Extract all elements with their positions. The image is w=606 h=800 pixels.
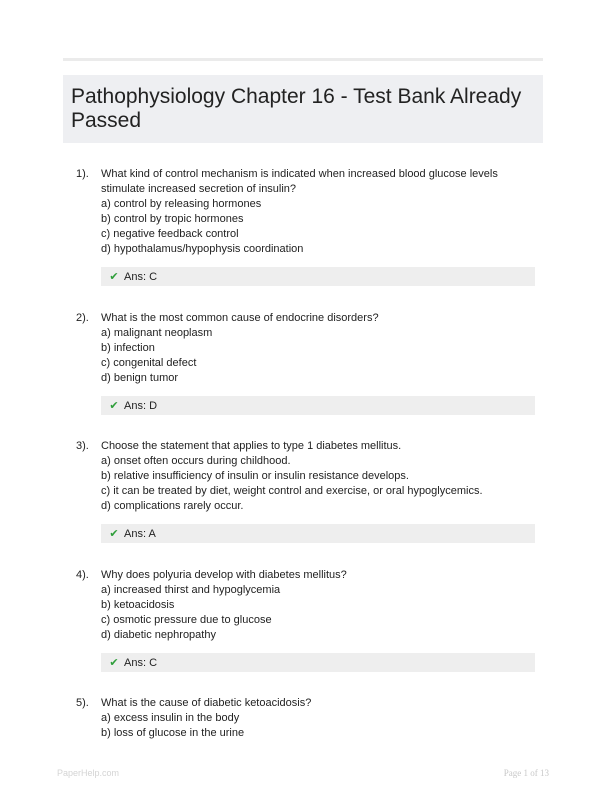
- watermark: PaperHelp.com: [57, 768, 120, 778]
- question-number: 3).: [76, 440, 89, 452]
- option-a: a) increased thirst and hypoglycemia: [101, 584, 281, 596]
- option-c: c) osmotic pressure due to glucose: [101, 614, 272, 626]
- answer-bar: [101, 396, 535, 415]
- check-icon: ✔: [109, 270, 119, 283]
- question-text: Why does polyuria develop with diabetes mellitus?: [101, 569, 347, 581]
- top-divider: [63, 58, 543, 61]
- question-body: [101, 568, 541, 643]
- question-body: [101, 311, 541, 386]
- question-body: [101, 167, 541, 257]
- page-title: Pathophysiology Chapter 16 - Test Bank Already Passed: [71, 85, 522, 132]
- option-a: a) control by releasing hormones: [101, 198, 262, 210]
- question-number: 1).: [76, 168, 89, 180]
- option-c: c) congenital defect: [101, 357, 197, 369]
- option-a: a) onset often occurs during childhood.: [101, 455, 291, 467]
- question-number: 4).: [76, 569, 89, 581]
- question-text: What is the cause of diabetic ketoacidosis?: [101, 697, 312, 709]
- option-d: d) diabetic nephropathy: [101, 629, 216, 641]
- page-indicator: Page 1 of 13: [503, 768, 549, 778]
- question-number: 5).: [76, 697, 89, 709]
- answer-bar: [101, 267, 535, 286]
- check-icon: ✔: [109, 399, 119, 412]
- question-text: Choose the statement that applies to type 1 diabetes mellitus.: [101, 440, 402, 452]
- option-b: b) ketoacidosis: [101, 599, 175, 611]
- question-text: What is the most common cause of endocrine disorders?: [101, 312, 379, 324]
- option-a: a) malignant neoplasm: [101, 327, 213, 339]
- option-b: b) loss of glucose in the urine: [101, 727, 245, 739]
- option-d: d) hypothalamus/hypophysis coordination: [101, 243, 304, 255]
- answer-text: Ans: A: [124, 528, 156, 540]
- question-body: [101, 439, 541, 514]
- option-b: b) relative insufficiency of insulin or insulin resistance develops.: [101, 470, 409, 482]
- answer-bar: [101, 524, 535, 543]
- question-body: [101, 696, 541, 741]
- question-number: 2).: [76, 312, 89, 324]
- option-c: c) it can be treated by diet, weight control and exercise, or oral hypoglycemics.: [101, 485, 483, 497]
- answer-text: Ans: C: [124, 657, 158, 669]
- answer-bar: [101, 653, 535, 672]
- option-d: d) complications rarely occur.: [101, 500, 244, 512]
- title-banner: [63, 75, 543, 143]
- answer-text: Ans: D: [124, 400, 158, 412]
- option-b: b) infection: [101, 342, 155, 354]
- option-c: c) negative feedback control: [101, 228, 239, 240]
- option-b: b) control by tropic hormones: [101, 213, 244, 225]
- question-text: What kind of control mechanism is indicated when increased blood glucose levels stimulate increased secretion of insulin?: [101, 168, 498, 195]
- option-d: d) benign tumor: [101, 372, 179, 384]
- check-icon: ✔: [109, 656, 119, 669]
- check-icon: ✔: [109, 527, 119, 540]
- answer-text: Ans: C: [124, 271, 158, 283]
- option-a: a) excess insulin in the body: [101, 712, 240, 724]
